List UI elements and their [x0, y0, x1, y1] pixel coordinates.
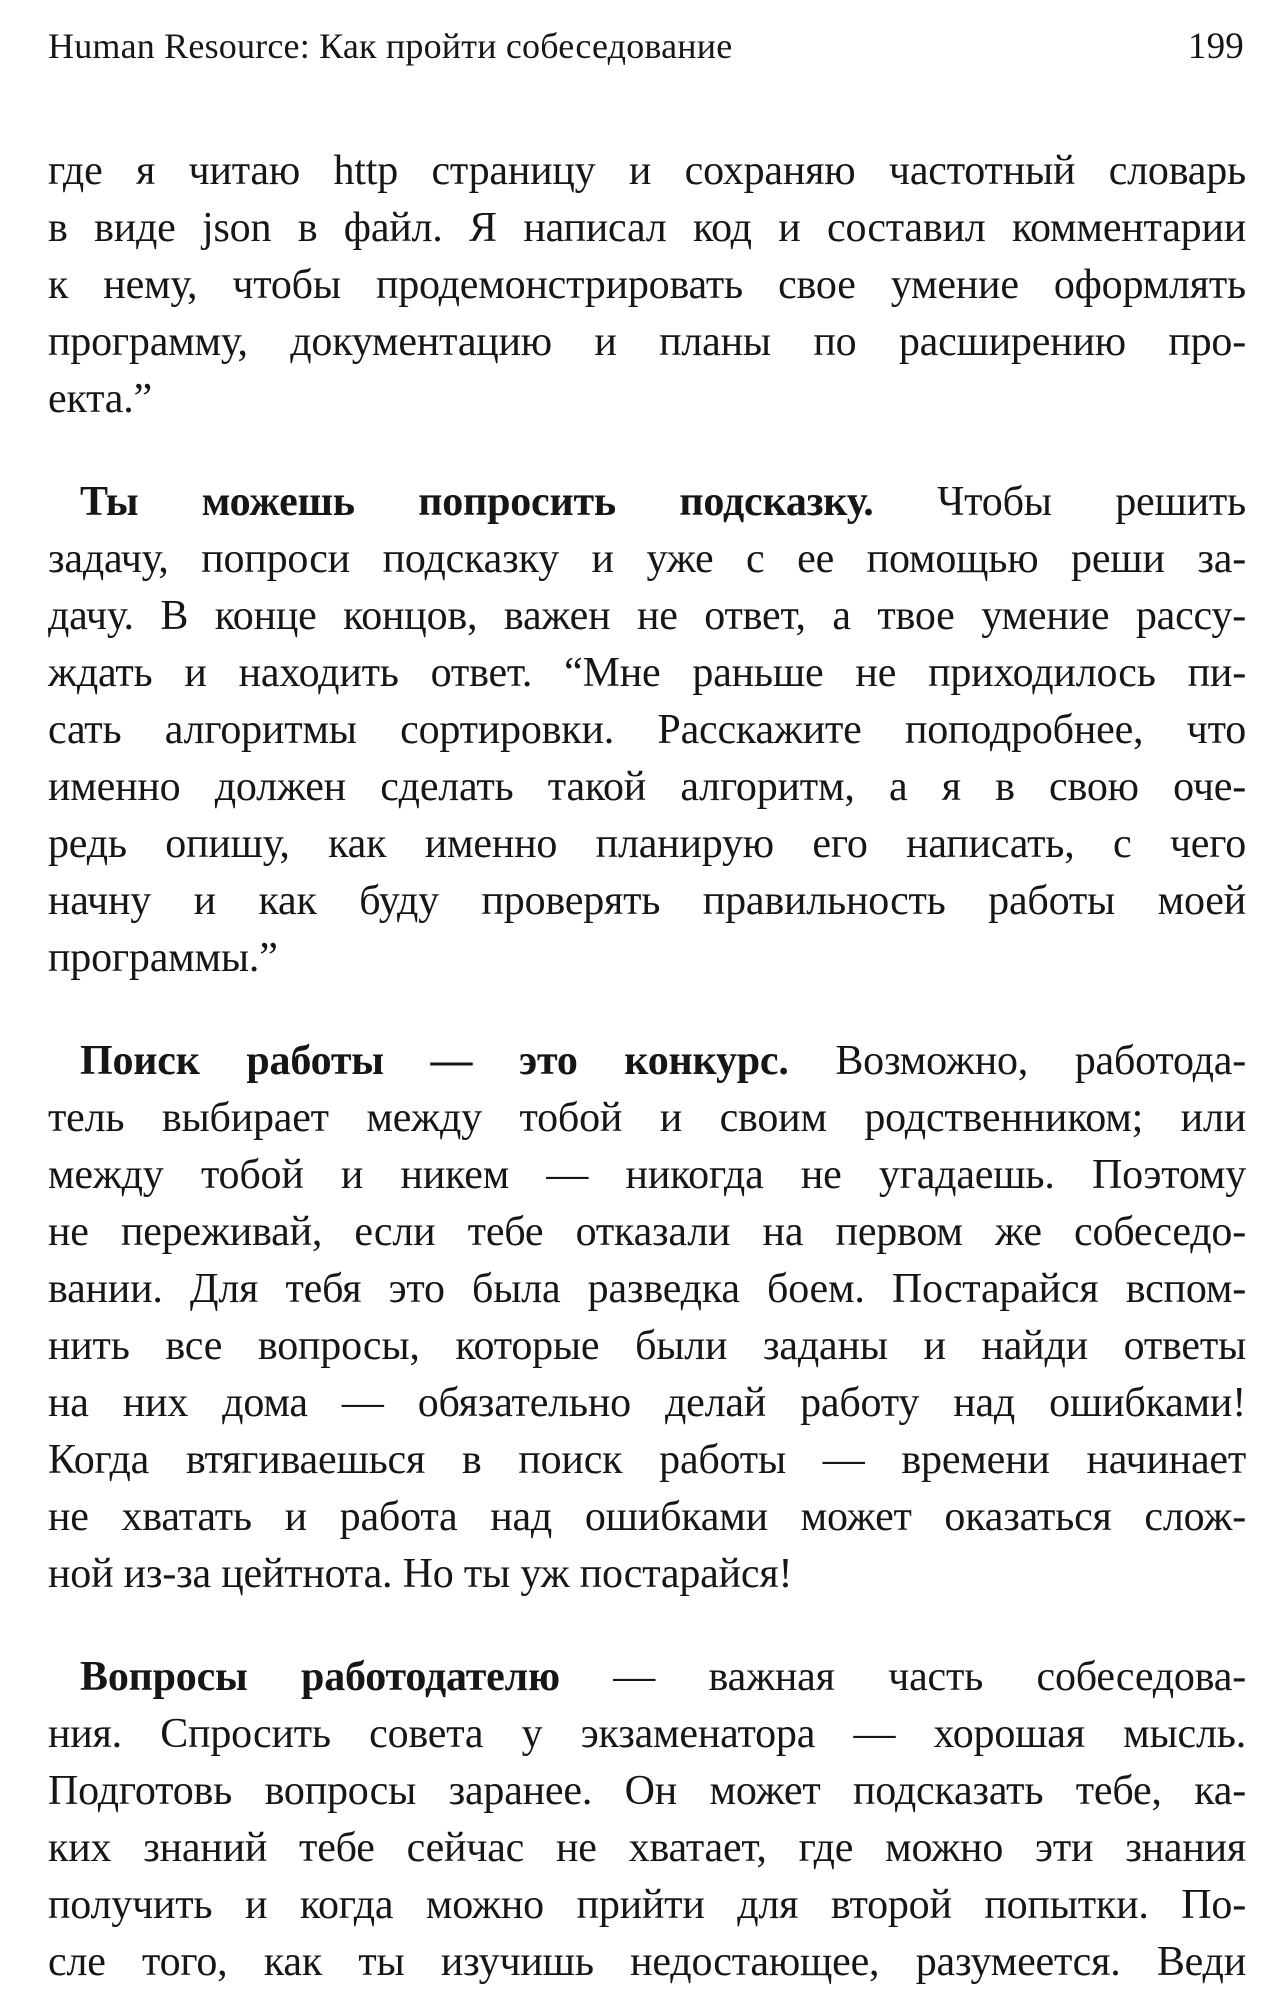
lead-rest: Чтобы решить	[873, 479, 1246, 525]
paragraph-lead: Ты можешь попросить подсказку.	[80, 479, 874, 525]
text-line: ния. Спросить совета у экзаменатора — хорошая мысль.	[48, 1711, 1246, 1757]
text-line: не хватать и работа над ошибками может оказаться слож-	[48, 1494, 1246, 1540]
text-line	[48, 1033, 1246, 1090]
page-header	[0, 0, 1282, 67]
text-line: к нему, чтобы продемонстрировать свое умение оформлять	[48, 262, 1246, 308]
text-line: тель выбирает между тобой и своим родственником; или	[48, 1095, 1246, 1141]
text-line: программу, документацию и планы по расширению про-	[48, 319, 1246, 365]
text-line: начну и как буду проверять правильность работы моей	[48, 878, 1246, 924]
lead-rest: Возможно, работода-	[788, 1038, 1246, 1084]
text-line: дачу. В конце концов, важен не ответ, а твое умение рассу-	[48, 593, 1246, 639]
text-line: где я читаю http страницу и сохраняю частотный словарь	[48, 148, 1246, 194]
text-line: сать алгоритмы сортировки. Расскажите поподробнее, что	[48, 707, 1246, 753]
text-line: ной из-за цейтнота. Но ты уж постарайся!	[48, 1551, 793, 1597]
paragraph-continuation	[48, 143, 1246, 428]
text-line: именно должен сделать такой алгоритм, а я в свою оче-	[48, 764, 1246, 810]
text-line	[48, 1649, 1246, 1706]
text-line: получить и когда можно прийти для второй попытки. По-	[48, 1882, 1246, 1928]
text-line: редь опишу, как именно планирую его написать, с чего	[48, 821, 1246, 867]
text-line: программы.”	[48, 935, 278, 981]
text-line: нить все вопросы, которые были заданы и найди ответы	[48, 1323, 1246, 1369]
text-line: между тобой и никем — никогда не угадаешь. Поэтому	[48, 1152, 1246, 1198]
lead-rest: — важная часть собеседова-	[559, 1654, 1246, 1700]
text-line: ждать и находить ответ. “Мне раньше не приходилось пи-	[48, 650, 1246, 696]
text-line: Когда втягиваешься в поиск работы — времени начинает	[48, 1437, 1246, 1483]
text-line: на них дома — обязательно делай работу над ошибками!	[48, 1380, 1246, 1426]
running-head-title: Human Resource: Как пройти собеседование	[48, 26, 733, 66]
paragraph-questions	[48, 1649, 1246, 1991]
page-body	[0, 143, 1282, 1991]
text-line: не переживай, если тебе отказали на первом же собеседо-	[48, 1209, 1246, 1255]
paragraph-lead: Вопросы работодателю	[80, 1654, 560, 1700]
text-line: екта.”	[48, 376, 152, 422]
text-line	[48, 474, 1246, 531]
text-line: вании. Для тебя это была разведка боем. Постарайся вспом-	[48, 1266, 1246, 1312]
text-line: сле того, как ты изучишь недостающее, разумеется. Веди	[48, 1939, 1246, 1985]
text-line: в виде json в файл. Я написал код и составил комментарии	[48, 205, 1246, 251]
text-line: Подготовь вопросы заранее. Он может подсказать тебе, ка-	[48, 1768, 1246, 1814]
paragraph-contest	[48, 1033, 1246, 1603]
page-number: 199	[1187, 26, 1244, 67]
paragraph-hint	[48, 474, 1246, 987]
text-line: задачу, попроси подсказку и уже с ее помощью реши за-	[48, 536, 1246, 582]
paragraph-lead: Поиск работы — это конкурс.	[80, 1038, 789, 1084]
text-line: ких знаний тебе сейчас не хватает, где можно эти знания	[48, 1825, 1246, 1871]
